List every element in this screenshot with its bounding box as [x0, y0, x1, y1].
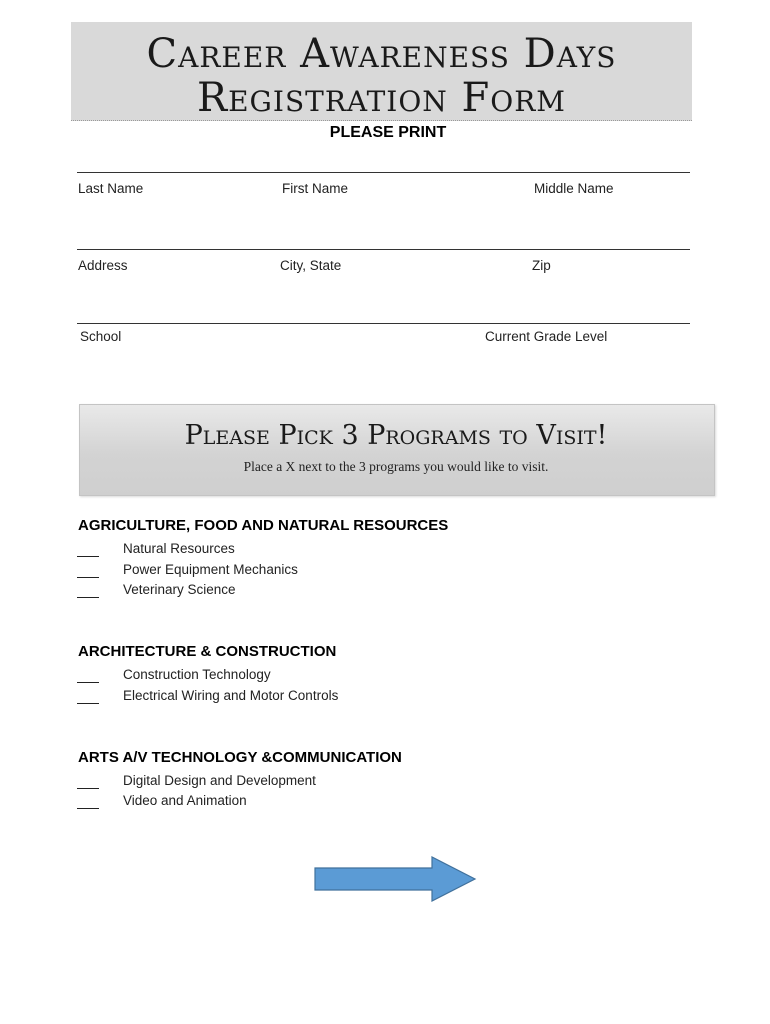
- middle-name-label: Middle Name: [534, 181, 614, 196]
- program-checkbox[interactable]: [77, 597, 99, 598]
- name-fill-line[interactable]: [77, 172, 690, 173]
- program-checkbox[interactable]: [77, 682, 99, 683]
- form-title-line-2: Registration Form: [197, 75, 566, 121]
- form-title-line-1: Career Awareness Days: [146, 31, 617, 77]
- programs-title: Please Pick 3 Programs to Visit!: [184, 420, 608, 451]
- program-item: Construction Technology: [123, 667, 271, 682]
- city-state-label: City, State: [280, 258, 342, 273]
- program-item: Digital Design and Development: [123, 773, 316, 788]
- first-name-label: First Name: [282, 181, 349, 196]
- right-arrow-icon: [313, 855, 479, 903]
- program-item: Video and Animation: [123, 793, 247, 808]
- section-heading-arts: ARTS A/V TECHNOLOGY &COMMUNICATION: [78, 749, 402, 766]
- school-fill-line[interactable]: [77, 323, 690, 324]
- programs-instruction: Place a X next to the 3 programs you would like to visit.: [243, 459, 549, 474]
- program-checkbox[interactable]: [77, 788, 99, 789]
- program-item: Power Equipment Mechanics: [123, 562, 298, 577]
- program-checkbox[interactable]: [77, 577, 99, 578]
- please-print-instruction: PLEASE PRINT: [329, 124, 447, 141]
- last-name-label: Last Name: [78, 181, 144, 196]
- program-item: Veterinary Science: [123, 582, 236, 597]
- section-heading-agriculture: AGRICULTURE, FOOD AND NATURAL RESOURCES: [78, 517, 449, 534]
- program-checkbox[interactable]: [77, 556, 99, 557]
- zip-label: Zip: [532, 258, 551, 273]
- program-item: Electrical Wiring and Motor Controls: [123, 688, 339, 703]
- program-checkbox[interactable]: [77, 808, 99, 809]
- section-heading-architecture: ARCHITECTURE & CONSTRUCTION: [78, 643, 337, 660]
- program-checkbox[interactable]: [77, 703, 99, 704]
- school-label: School: [80, 329, 122, 344]
- address-fill-line[interactable]: [77, 249, 690, 250]
- grade-level-label: Current Grade Level: [485, 329, 608, 344]
- program-item: Natural Resources: [123, 541, 235, 556]
- address-label: Address: [78, 258, 128, 273]
